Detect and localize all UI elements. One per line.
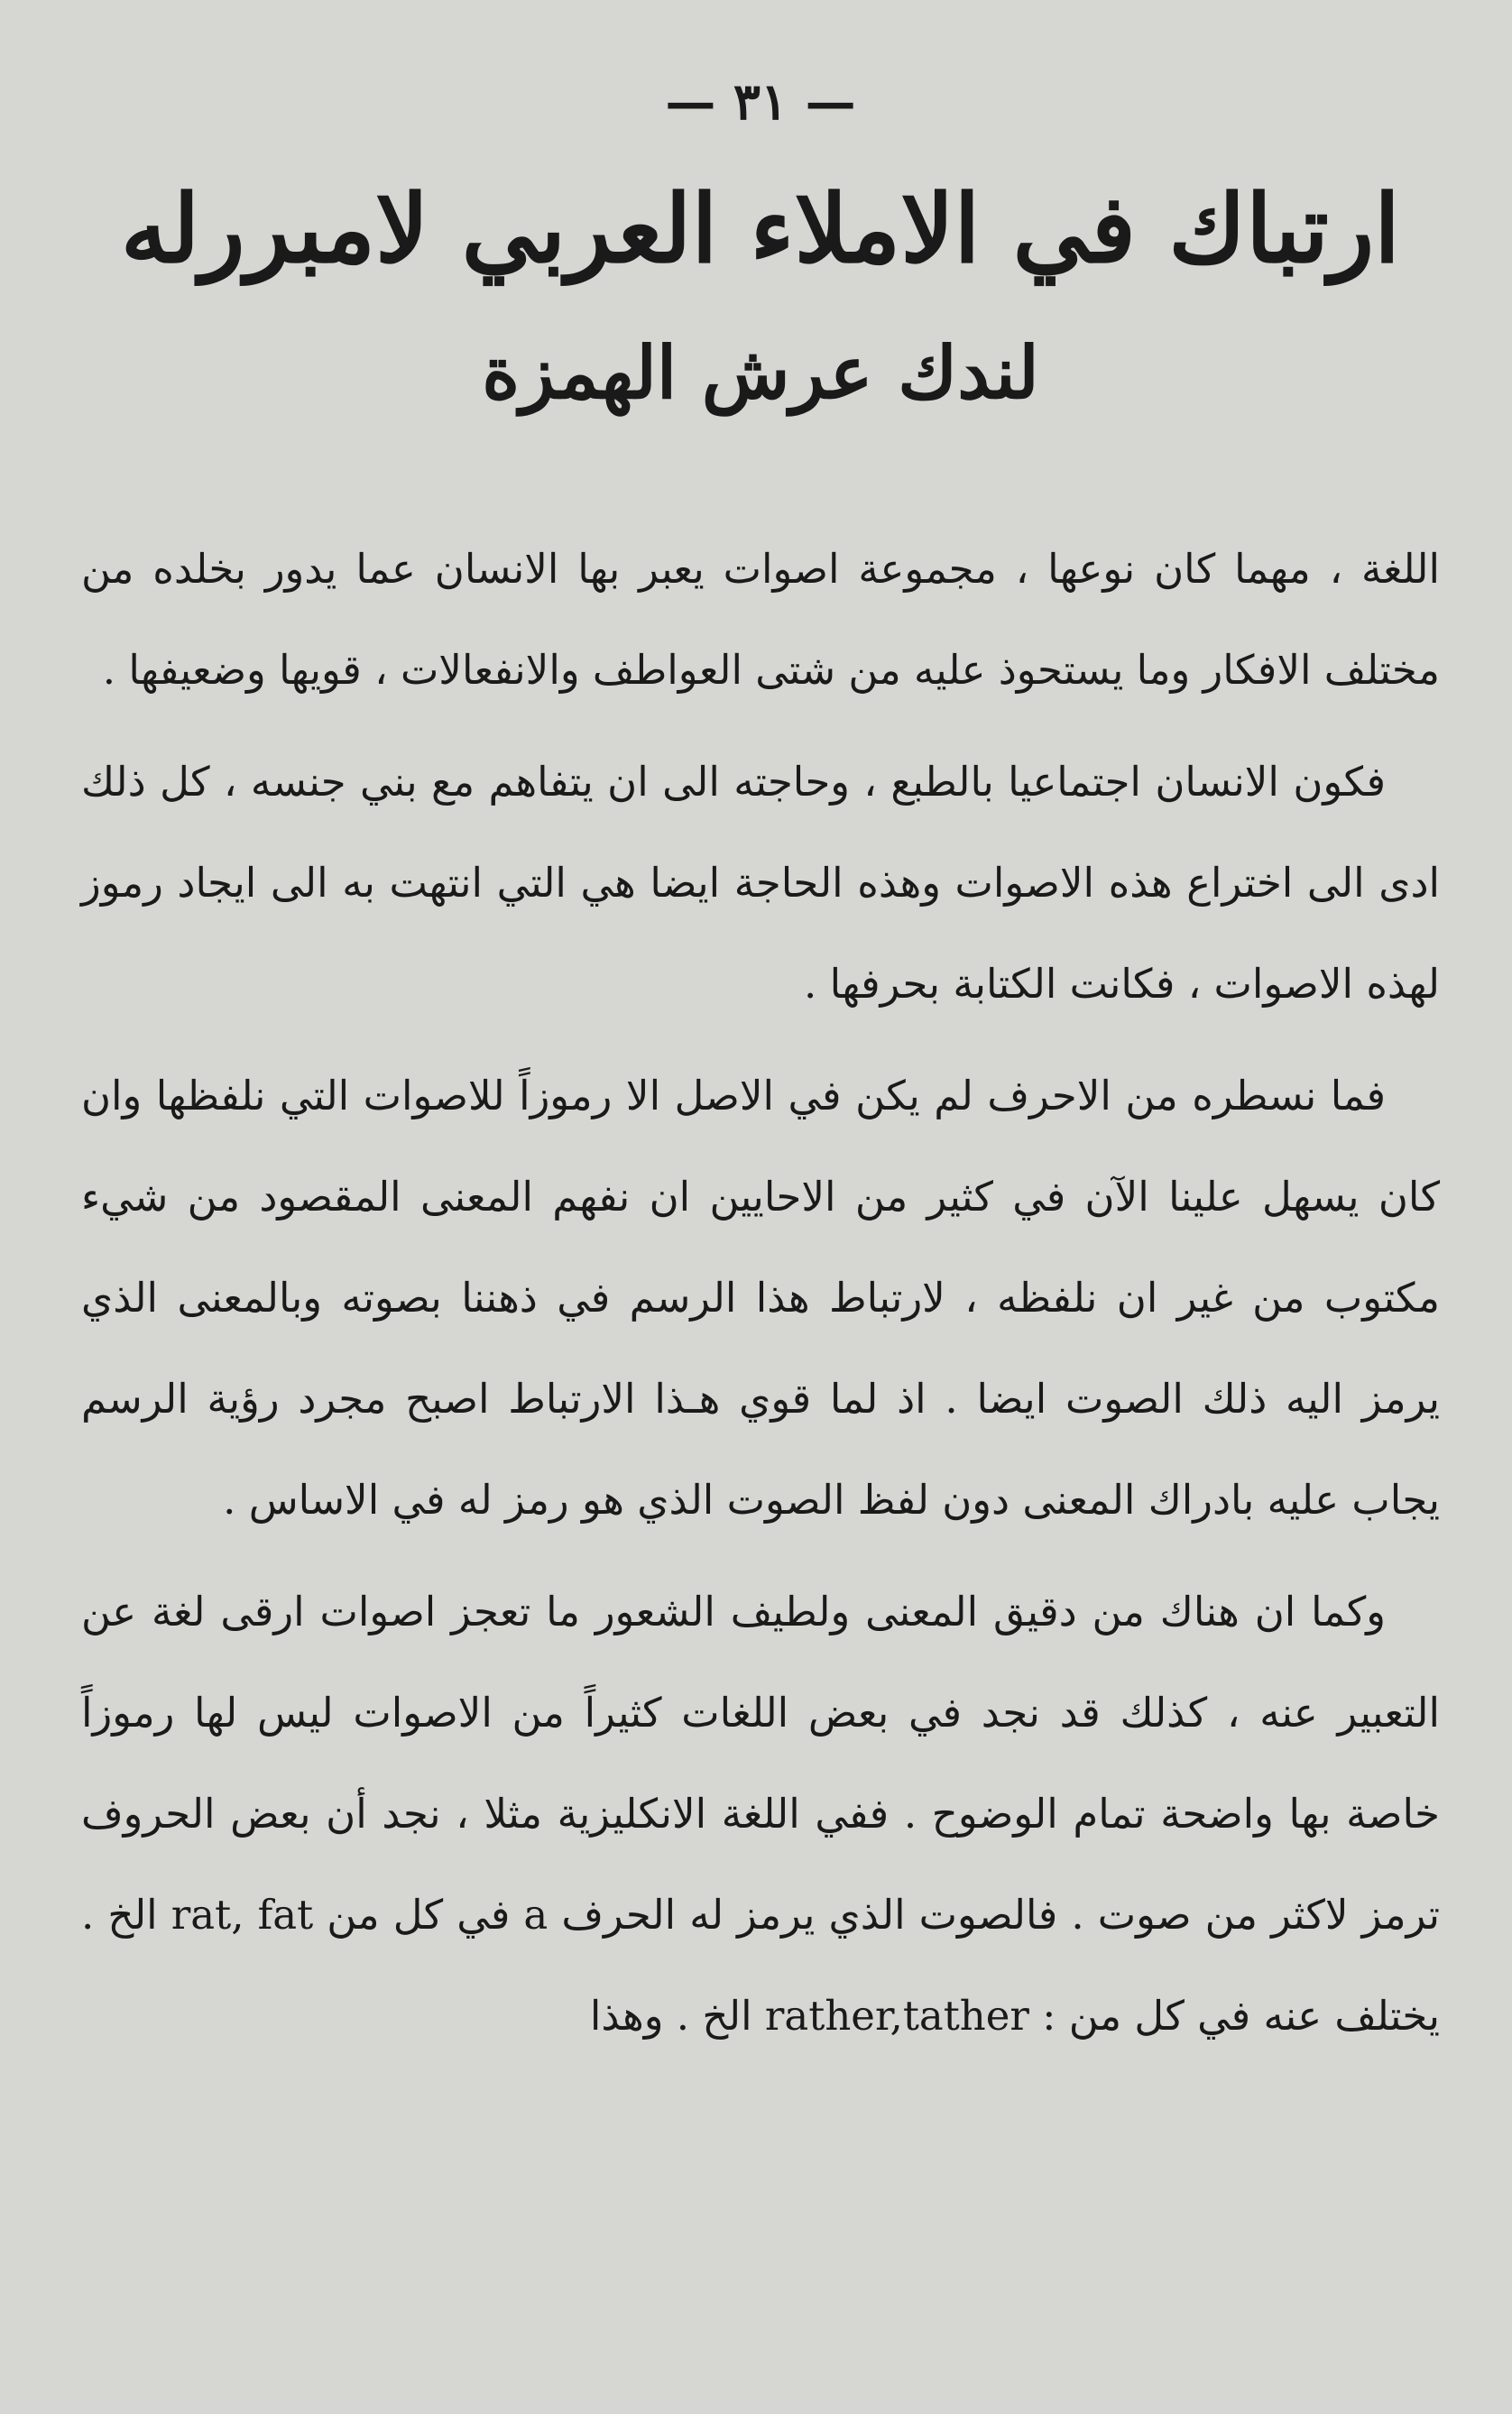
paragraph: فكون الانسان اجتماعيا بالطبع ، وحاجته الى ان يتفاهم مع بني جنسه ، كل ذلك ادى الى اختراع هذه الاصوات وهذه الحاجة ايضا هي التي انتهت به الى ايجاد رموز لهذه الاصوات ، فكانت الكتابة بحرفها . (81, 758, 1440, 1009)
paragraph: اللغة ، مهما كان نوعها ، مجموعة اصوات يعبر بها الانسان عما يدور بخلده من مختلف الافكار وما يستحوذ عليه من شتى العواطف والانفعالات ، قويها وضعيفها . (81, 545, 1440, 695)
article-body (72, 519, 1449, 2067)
page-number: — ٣١ — (665, 72, 856, 132)
article-title: ارتباك في الاملاء العربي لامبررله (120, 173, 1401, 284)
article-author: لندك عرش الهمزة (482, 330, 1039, 416)
paragraph: وكما ان هناك من دقيق المعنى ولطيف الشعور ما تعجز اصوات ارقى لغة عن التعبير عنه ، كذلك قد نجد في بعض اللغات كثيراً من الاصوات ليس لها رموزاً خاصة بها واضحة تمام الوضوح . ففي اللغة الانكليزية مثلا ، نجد أن بعض الحروف ترمز لاكثر من صوت . فالصوت الذي يرمز له الحرف a في كل من rat, fat الخ . يختلف عنه في كل من : rather,tather الخ . وهذا (81, 1588, 1440, 2041)
paragraph: فما نسطره من الاحرف لم يكن في الاصل الا رموزاً للاصوات التي نلفظها وان كان يسهل علينا الآن في كثير من الاحايين ان نفهم المعنى المقصود من شيء مكتوب من غير ان نلفظه ، لارتباط هذا الرسم في ذهننا بصوته وبالمعنى الذي يرمز اليه ذلك الصوت ايضا . اذ لما قوي هـذا الارتباط اصبح مجرد رؤية الرسم يجاب عليه بادراك المعنى دون لفظ الصوت الذي هو رمز له في الاساس . (81, 1072, 1440, 1525)
